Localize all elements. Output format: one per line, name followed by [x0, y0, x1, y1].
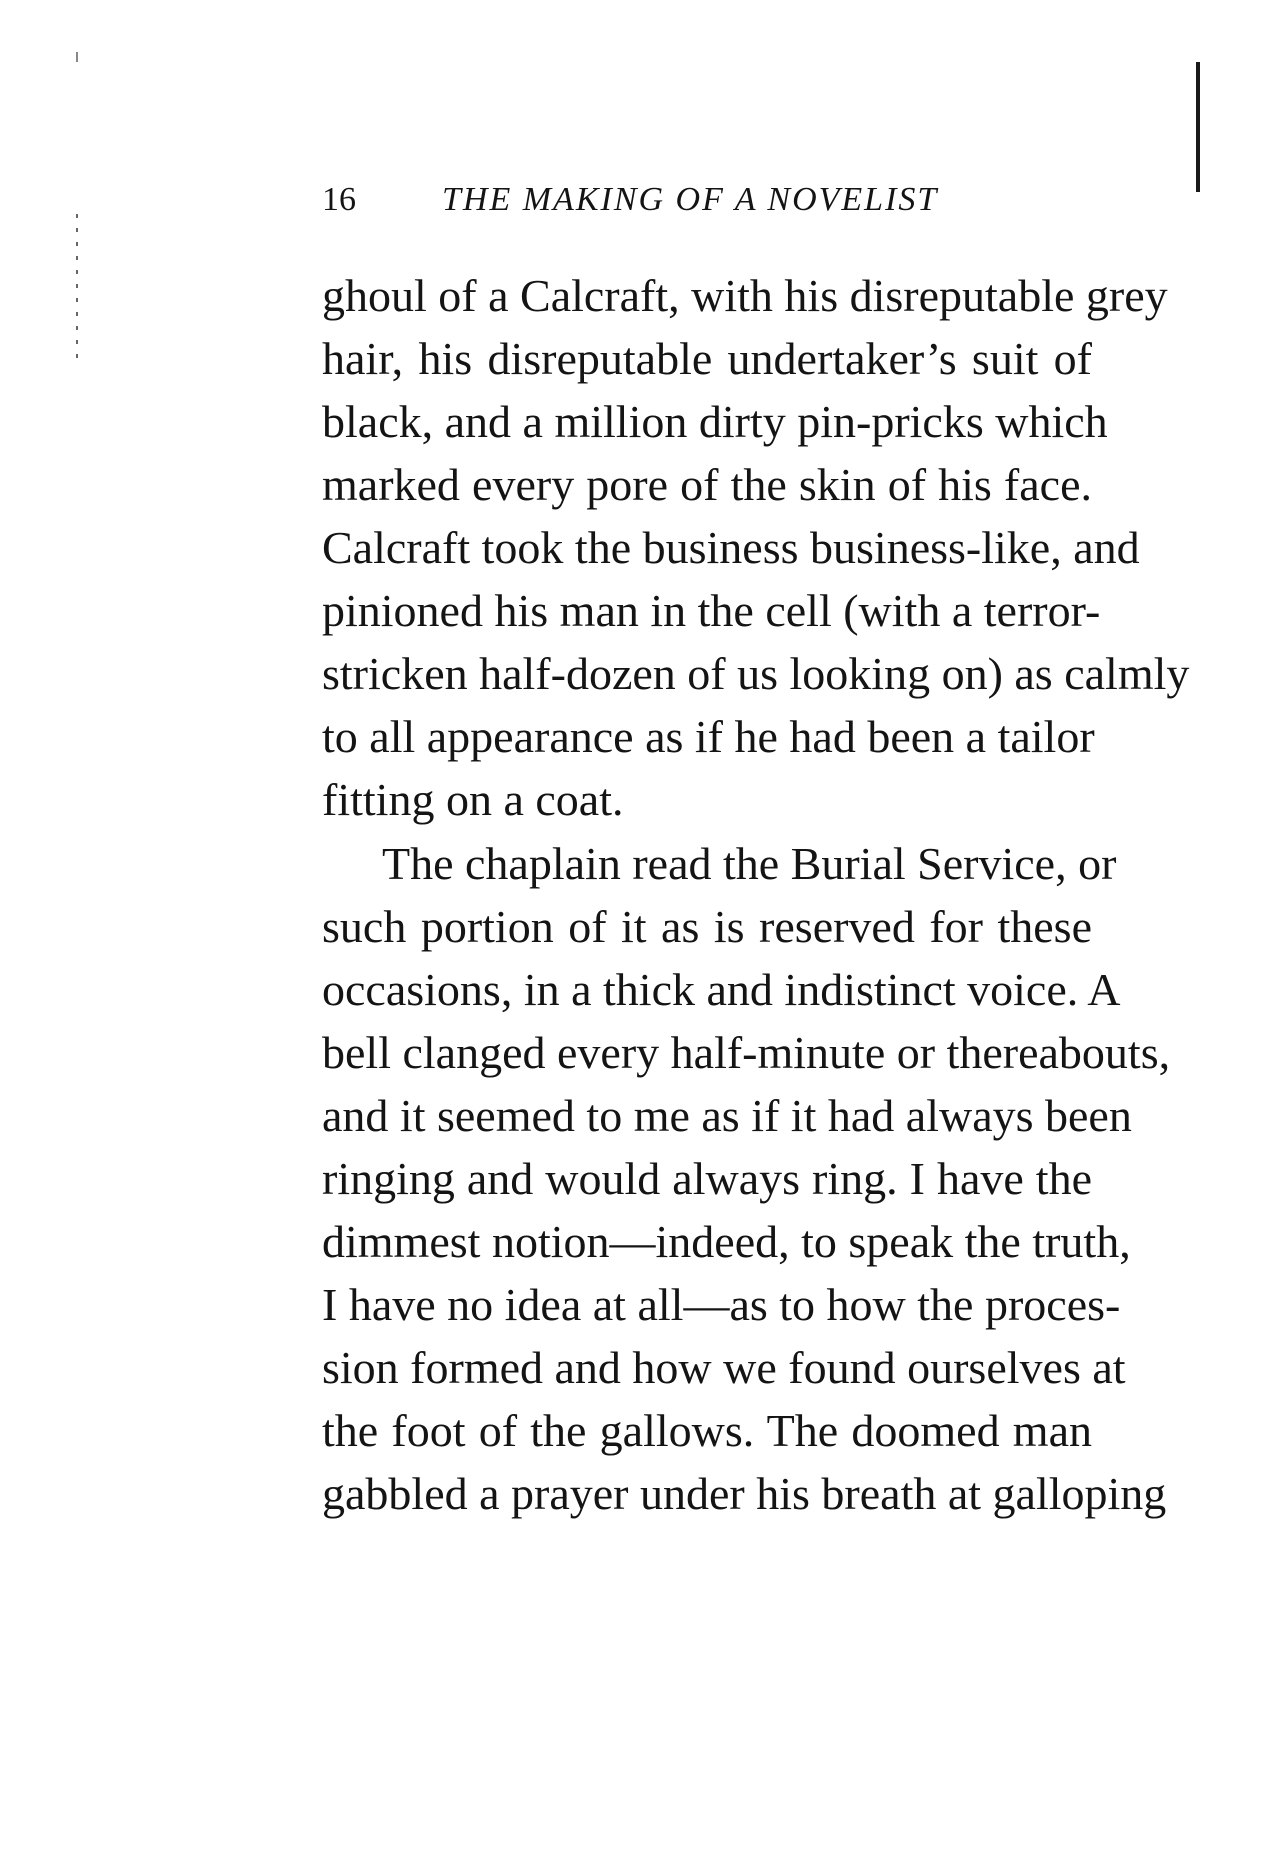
text-line: and it seemed to me as if it had always been [322, 1090, 1132, 1141]
text-line: such portion of it as is reserved for these [322, 901, 1092, 952]
text-line: fitting on a coat. [322, 774, 624, 825]
text-line: stricken half-dozen of us looking on) as calmly [322, 648, 1190, 699]
text-line: ghoul of a Calcraft, with his disreputable grey [322, 270, 1168, 321]
text-line: ringing and would always ring. I have the [322, 1153, 1092, 1204]
text-line: gabbled a prayer under his breath at galloping [322, 1468, 1167, 1519]
text-line: hair, his disreputable undertaker’s suit of [322, 333, 1092, 384]
scan-edge-mark [1196, 62, 1200, 192]
text-line: pinioned his man in the cell (with a terror- [322, 585, 1101, 636]
text-line: black, and a million dirty pin-pricks which [322, 396, 1108, 447]
text-line: sion formed and how we found ourselves at [322, 1342, 1126, 1393]
text-line: The chaplain read the Burial Service, or [382, 838, 1117, 889]
scan-mark [76, 52, 78, 62]
text-line: Calcraft took the business business-like, and [322, 522, 1140, 573]
page-number: 16 [322, 181, 356, 218]
page-header [322, 176, 1092, 224]
text-line: I have no idea at all—as to how the proces- [322, 1279, 1121, 1330]
text-line: the foot of the gallows. The doomed man [322, 1405, 1092, 1456]
text-line: occasions, in a thick and indistinct voice. A [322, 964, 1121, 1015]
text-line: dimmest notion—indeed, to speak the truth, [322, 1216, 1131, 1267]
text-line: bell clanged every half-minute or thereabouts, [322, 1027, 1171, 1078]
text-line: marked every pore of the skin of his face. [322, 459, 1092, 510]
running-head: THE MAKING OF A NOVELIST [442, 181, 939, 218]
scan-dotted-mark [76, 214, 78, 358]
text-line: to all appearance as if he had been a tailor [322, 711, 1095, 762]
